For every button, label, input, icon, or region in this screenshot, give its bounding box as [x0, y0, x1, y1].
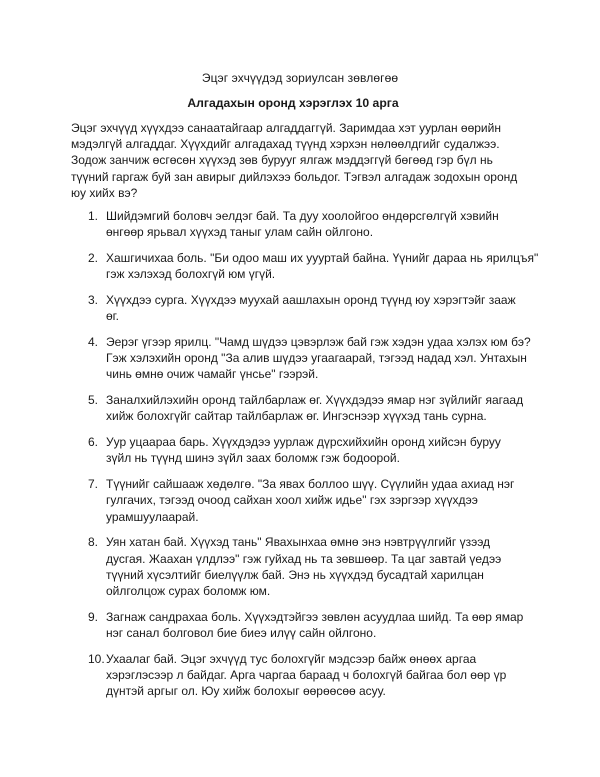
list-item [88, 434, 548, 466]
tips-list [88, 208, 548, 709]
item-text: Хүүхдээ сурга. Хүүхдээ муухай аашлахын оронд түүнд юу хэрэгтэйг зааж өг. [106, 293, 516, 324]
item-text: Түүнийг сайшааж хөдөлгө. "За явах боллоо шүү. Сүүлийн удаа ахиад нэг гулгачих, тэгээд очоод сайхан хоол хийж идье" гэх зэргээр хүүхдээ урамшуулаарай. [106, 477, 515, 524]
list-item [88, 609, 548, 641]
item-number: 2. [88, 251, 99, 265]
item-text: Эерэг үгээр ярилц. "Чамд шүдээ цэвэрлэж бай гэж хэдэн удаа хэлэх юм бэ? Гэж хэлэхийн оронд "За алив шүдээ угаагаарай, тэгээд надад хэл. Унтахын чинь өмнө очиж чамайг үнсье" гээрэй. [106, 335, 531, 382]
item-number: 9. [88, 609, 99, 624]
item-number: 6. [88, 435, 99, 450]
list-item [88, 334, 548, 383]
list-item [88, 476, 548, 525]
item-number: 5. [88, 393, 99, 408]
item-text: Загнаж сандрахаа боль. Хүүхэдтэйгээ зөвлөн асуудлаа шийд. Та өөр ямар нэг санал болговол бие биеэ илүү сайн ойлгоно. [106, 609, 524, 641]
list-item [88, 534, 548, 599]
item-text: Шийдэмгий боловч эелдэг бай. Та дуу хоолойгоо өндөрсгөлгүй хэвийн өнгөөр ярьвал хүүхэд таныг улам сайн ойлгоно. [106, 209, 499, 240]
item-number: 1. [88, 209, 99, 223]
item-text: Уур уцаараа барь. Хүүхдэдээ уурлаж дүрсхийхийн оронд хийсэн буруу зүйл нь түүнд шинэ зүйл заах боломж гэж бодоорой. [106, 435, 501, 466]
document-subtitle: Эцэг эхчүүдэд зориулсан зөвлөгөө [201, 71, 399, 85]
item-text: Заналхийлэхийн оронд тайлбарлаж өг. Хүүхдэдээ ямар нэг зүйлийг яагаад хийж болохгүйг сайтар тайлбарлаж өг. Ингэснээр хүүхэд тань сурна. [106, 393, 524, 424]
document-title: Алгадахын оронд хэрэглэх 10 арга [187, 96, 399, 110]
item-number: 10. [88, 651, 105, 666]
item-number: 4. [88, 335, 99, 349]
list-item [88, 208, 548, 240]
item-text: Ухаалаг бай. Эцэг эхчүүд тус болохгүйг мэдсээр байж өнөөх аргаа хэрэглэсээр л байдаг. Арга чаргаа бараад ч болохгүй байгаа бол өөр үр дүнтэй аргыг ол. Юу хийж болохыг өөрөөсөө асуу. [106, 651, 507, 699]
item-text: Уян хатан бай. Хүүхэд тань" Явахынхаа өмнө энэ нэвтрүүлгийг үзээд дусгая. Жаахан үлдлээ" гэж гуйхад нь та зөвшөөр. Та цаг завтай үедээ түүний хүсэлтийг биелүүлж бай. Энэ нь хүүхдэд бусадтай харилцан ойлголцож сурах боломж юм. [106, 535, 502, 599]
item-number: 3. [88, 293, 99, 307]
item-number: 7. [88, 477, 99, 492]
item-text: Хашгичихаа боль. "Би одоо маш их уууртай байна. Үүнийг дараа нь ярилцъя" гэж хэлэхэд болохгүй юм үгүй. [106, 251, 539, 282]
list-item [88, 392, 548, 424]
list-item [88, 651, 548, 700]
item-number: 8. [88, 535, 99, 550]
list-item [88, 292, 548, 324]
list-item [88, 250, 548, 282]
intro-paragraph: Эцэг эхчүүд хүүхдээ санаатайгаар алгаддаггүй. Заримдаа хэт уурлан өөрийн мэдэлгүй алгаддаг. Хүүхдийг алгадахад түүнд хэрхэн нөлөөлдгийг судалжээ. Зодож занчиж өсгөсөн хүүхэд зөв бурууг ялгаж мэддэггүй бөгөөд гэр бүл нь түүний гаргаж буй зан авирыг дийлэхээ больдог. Тэгвэл алгадаж зодохын оронд юу хийх вэ? [71, 121, 518, 200]
